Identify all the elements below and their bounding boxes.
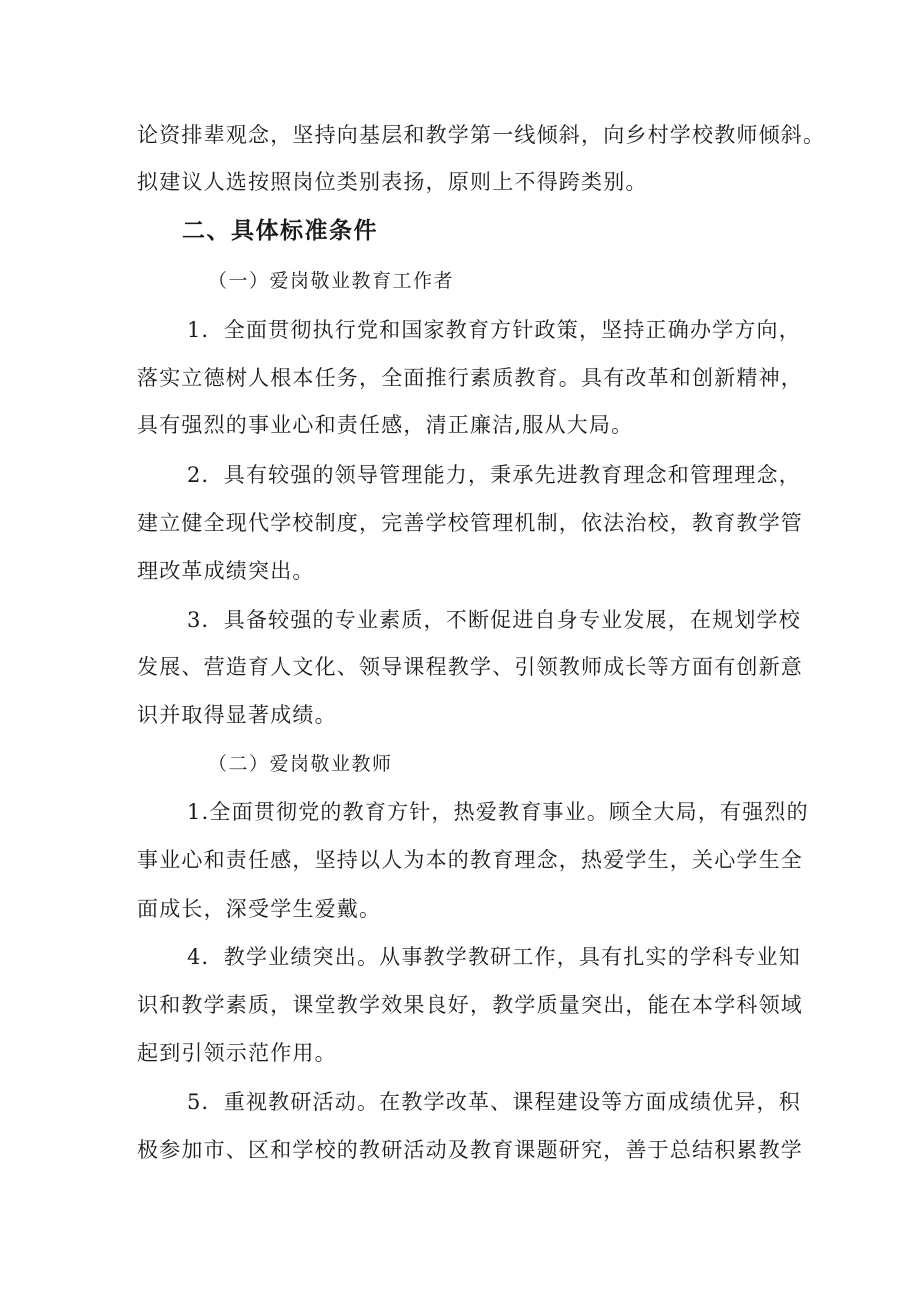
paragraph-line: 建立健全现代学校制度，完善学校管理机制，依法治校，教育教学管 — [137, 511, 803, 535]
paragraph-line: 3．具备较强的专业素质，不断促进自身专业发展，在规划学校 — [187, 608, 801, 632]
section-heading: 二、具体标准条件 — [182, 218, 378, 244]
paragraph-line: 拟建议人选按照岗位类别表扬，原则上不得跨类别。 — [137, 170, 648, 194]
paragraph-line: 极参加市、区和学校的教研活动及教育课题研究，善于总结积累教学 — [137, 1138, 803, 1162]
paragraph-line: 2．具有较强的领导管理能力，秉承先进教育理念和管理理念， — [187, 463, 801, 487]
paragraph-line: 起到引领示范作用。 — [137, 1041, 337, 1065]
paragraph-line: 事业心和责任感，坚持以人为本的教育理念，热爱学生，关心学生全 — [137, 848, 803, 872]
paragraph-line: 识并取得显著成绩。 — [137, 703, 337, 727]
paragraph-line: 5．重视教研活动。在教学改革、课程建设等方面成绩优异，积 — [187, 1090, 801, 1114]
subsection-heading: （一）爱岗敬业教育工作者 — [208, 270, 455, 292]
paragraph-line: 论资排辈观念，坚持向基层和教学第一线倾斜，向乡村学校教师倾斜。 — [137, 123, 826, 147]
paragraph-line: 具有强烈的事业心和责任感，清正廉洁,服从大局。 — [137, 413, 634, 437]
paragraph-line: 识和教学素质，课堂教学效果良好，教学质量突出，能在本学科领域 — [137, 993, 803, 1017]
subsection-heading: （二）爱岗敬业教师 — [208, 753, 393, 775]
paragraph-line: 1.全面贯彻党的教育方针，热爱教育事业。顾全大局，有强烈的 — [187, 800, 809, 824]
paragraph-line: 面成长，深受学生爱戴。 — [137, 897, 382, 921]
paragraph-line: 1．全面贯彻执行党和国家教育方针政策，坚持正确办学方向， — [187, 318, 801, 342]
paragraph-line: 发展、营造育人文化、领导课程教学、引领教师成长等方面有创新意 — [137, 655, 803, 679]
paragraph-line: 落实立德树人根本任务，全面推行素质教育。具有改革和创新精神， — [137, 366, 803, 390]
paragraph-line: 4．教学业绩突出。从事教学教研工作，具有扎实的学科专业知 — [187, 945, 801, 969]
paragraph-line: 理改革成绩突出。 — [137, 559, 315, 583]
